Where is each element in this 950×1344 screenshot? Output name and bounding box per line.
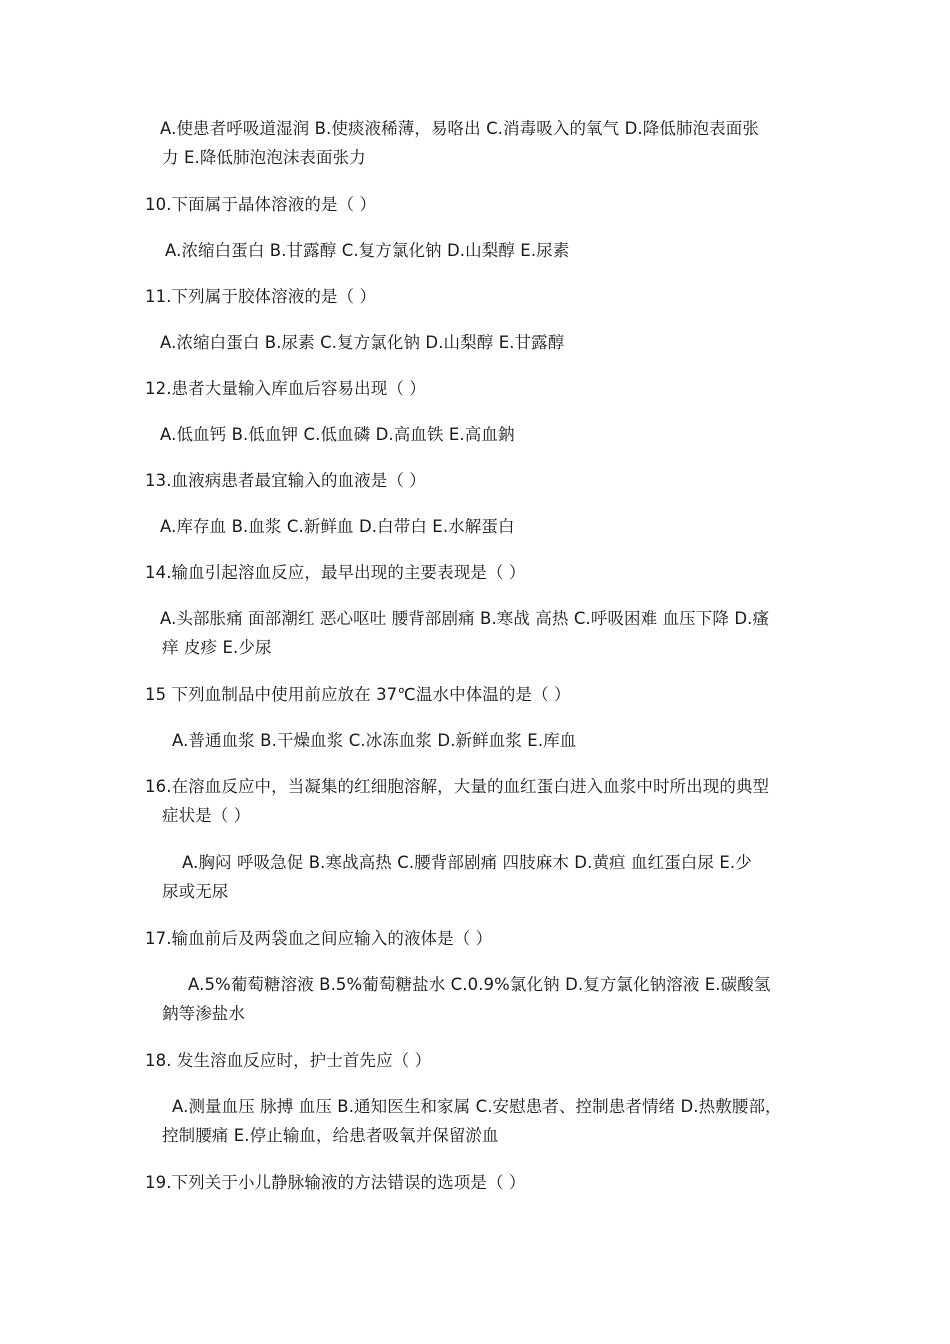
q18-options-line-2: 控制腰痛 E.停止输血，给患者吸氧并保留淤血 — [162, 1126, 499, 1145]
question-10: 10.下面属于晶体溶液的是（ ） — [145, 195, 377, 214]
question-17: 17.输血前后及两袋血之间应输入的液体是（ ） — [145, 929, 493, 948]
question-19: 19.下列关于小儿静脉输液的方法错误的选项是（ ） — [145, 1173, 526, 1192]
q18-options-line-1: A.测量血压 脉搏 血压 B.通知医生和家属 C.安慰患者、控制患者情绪 D.热敷腰部， — [172, 1097, 782, 1116]
question-16-line-1: 16.在溶血反应中，当凝集的红细胞溶解，大量的血红蛋白进入血浆中时所出现的典型 — [145, 777, 770, 796]
q17-options-line-2: 鈉等渗盐水 — [162, 1004, 245, 1023]
question-15: 15 下列血制品中使用前应放在 37℃温水中体温的是（ ） — [145, 685, 571, 704]
q13-options: A.库存血 B.血浆 C.新鲜血 D.白带白 E.水解蛋白 — [160, 517, 515, 536]
q17-options-line-1: A.5%葡萄糖溶液 B.5%葡萄糖盐水 C.0.9%氯化钠 D.复方氯化钠溶液 E.碳酸氢 — [188, 975, 771, 994]
q14-options-line-2: 痒 皮疹 E.少尿 — [162, 638, 272, 657]
q12-options: A.低血钙 B.低血钾 C.低血磷 D.高血铁 E.高血鈉 — [160, 425, 515, 444]
q14-options-line-1: A.头部胀痛 面部潮红 恶心呕吐 腰背部剧痛 B.寒战 高热 C.呼吸困难 血压下降 D.瘙 — [160, 609, 770, 628]
question-18: 18. 发生溶血反应时，护士首先应（ ） — [145, 1051, 432, 1070]
question-11: 11.下列属于胶体溶液的是（ ） — [145, 287, 377, 306]
question-16-line-2: 症状是（ ） — [162, 806, 251, 825]
q16-options-line-2: 尿或无尿 — [162, 882, 229, 901]
q15-options: A.普通血浆 B.干燥血浆 C.冰冻血浆 D.新鲜血浆 E.库血 — [172, 731, 577, 750]
q9-options-line-2: 力 E.降低肺泡泡沫表面张力 — [162, 148, 366, 167]
question-14: 14.输血引起溶血反应，最早出现的主要表现是（ ） — [145, 563, 526, 582]
q16-options-line-1: A.胸闷 呼吸急促 B.寒战高热 C.腰背部剧痛 四肢麻木 D.黄疸 血红蛋白尿 E.少 — [182, 853, 752, 872]
q10-options: A.浓缩白蛋白 B.甘露醇 C.复方氯化钠 D.山梨醇 E.尿素 — [165, 241, 570, 260]
question-13: 13.血液病患者最宜输入的血液是（ ） — [145, 471, 426, 490]
q9-options-line-1: A.使患者呼吸道湿润 B.使痰液稀薄，易咯出 C.消毒吸入的氧气 D.降低肺泡表面张 — [160, 119, 759, 138]
q11-options: A.浓缩白蛋白 B.尿素 C.复方氯化钠 D.山梨醇 E.甘露醇 — [160, 333, 565, 352]
question-12: 12.患者大量输入库血后容易出现（ ） — [145, 379, 426, 398]
